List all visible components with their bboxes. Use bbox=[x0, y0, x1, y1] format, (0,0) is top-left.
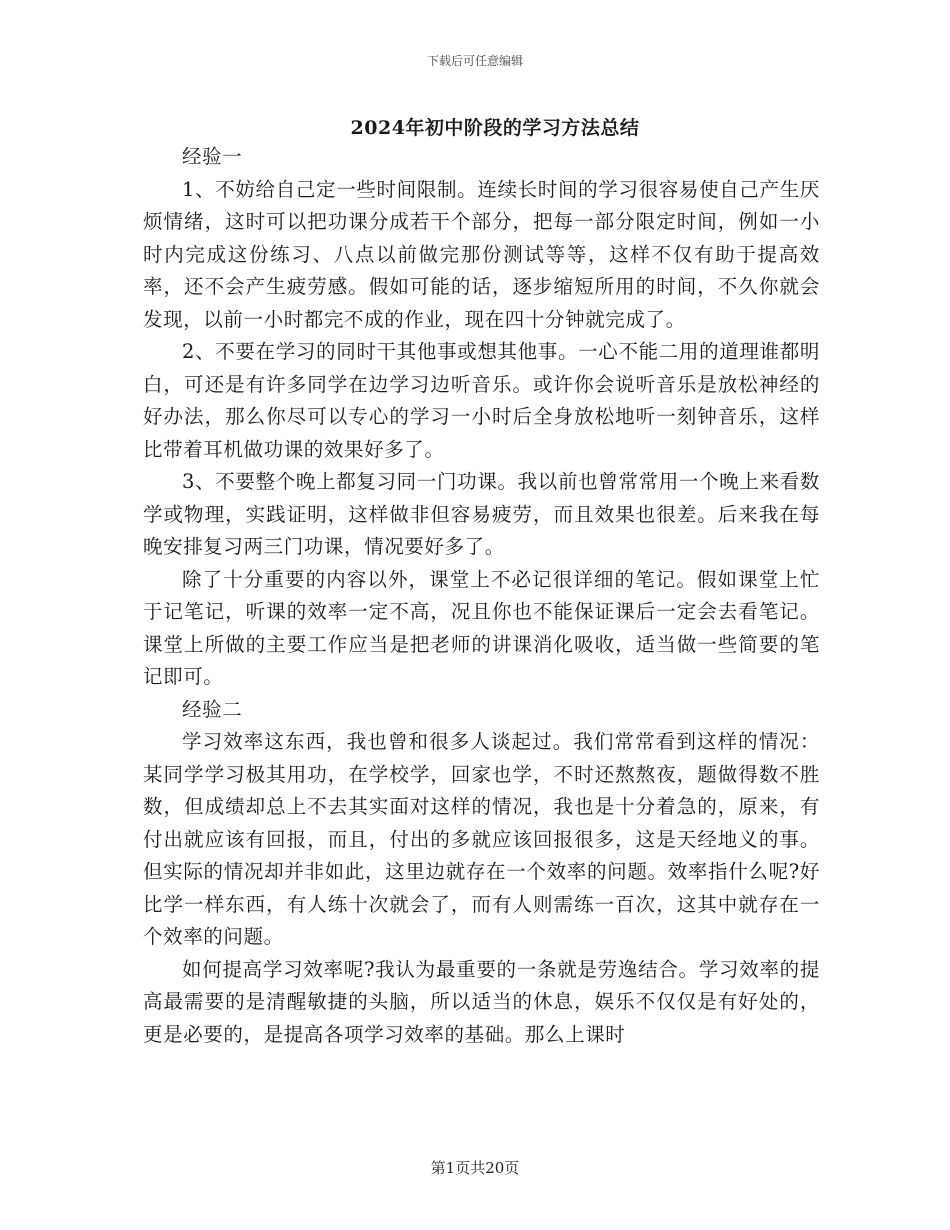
document-title: 2024年初中阶段的学习方法总结 bbox=[350, 117, 640, 139]
paragraph-tip-1: 1、不妨给自己定一些时间限制。连续长时间的学习很容易使自己产生厌烦情绪，这时可以把功课分成若干个部分，把每一部分限定时间，例如一小时内完成这份练习、八点以前做完那份测试等等，这样不仅有助于提高效率，还不会产生疲劳感。假如可能的话，逐步缩短所用的时间，不久你就会发现，以前一小时都完不成的作业，现在四十分钟就完成了。 bbox=[143, 177, 820, 331]
paragraph-tip-2: 2、不要在学习的同时干其他事或想其他事。一心不能二用的道理谁都明白，可还是有许多同学在边学习边听音乐。或许你会说听音乐是放松神经的好办法，那么你尽可以专心的学习一小时后全身放松地听一刻钟音乐，这样比带着耳机做功课的效果好多了。 bbox=[143, 340, 820, 461]
page-number: 第1页共20页 bbox=[430, 1159, 520, 1177]
paragraph-notes: 除了十分重要的内容以外，课堂上不必记很详细的笔记。假如课堂上忙于记笔记，听课的效率一定不高，况且你也不能保证课后一定会去看笔记。课堂上所做的主要工作应当是把老师的讲课消化吸收，适当做一些简要的笔记即可。 bbox=[143, 567, 820, 688]
document-body bbox=[143, 141, 820, 1051]
paragraph-tip-3: 3、不要整个晚上都复习同一门功课。我以前也曾常常用一个晚上来看数学或物理，实践证明，这样做非但容易疲劳，而且效果也很差。后来我在每晚安排复习两三门功课，情况要好多了。 bbox=[143, 470, 820, 558]
section-heading-experience-2: 经验二 bbox=[182, 697, 243, 721]
paragraph-efficiency: 学习效率这东西，我也曾和很多人谈起过。我们常常看到这样的情况：某同学学习极其用功，在学校学，回家也学，不时还熬熬夜，题做得数不胜数，但成绩却总上不去其实面对这样的情况，我也是十分着急的，原来，有付出就应该有回报，而且，付出的多就应该回报很多，这是天经地义的事。但实际的情况却并非如此，这里边就存在一个效率的问题。效率指什么呢?好比学一样东西，有人练十次就会了，而有人则需练一百次，这其中就存在一个效率的问题。 bbox=[143, 730, 820, 948]
section-heading-experience-1: 经验一 bbox=[182, 145, 243, 168]
page-header-note: 下载后可任意编辑 bbox=[426, 54, 523, 68]
paragraph-improve-efficiency: 如何提高学习效率呢?我认为最重要的一条就是劳逸结合。学习效率的提高最需要的是清醒敏捷的头脑，所以适当的休息，娱乐不仅仅是有好处的，更是必要的，是提高各项学习效率的基础。那么上课时 bbox=[143, 957, 820, 1046]
